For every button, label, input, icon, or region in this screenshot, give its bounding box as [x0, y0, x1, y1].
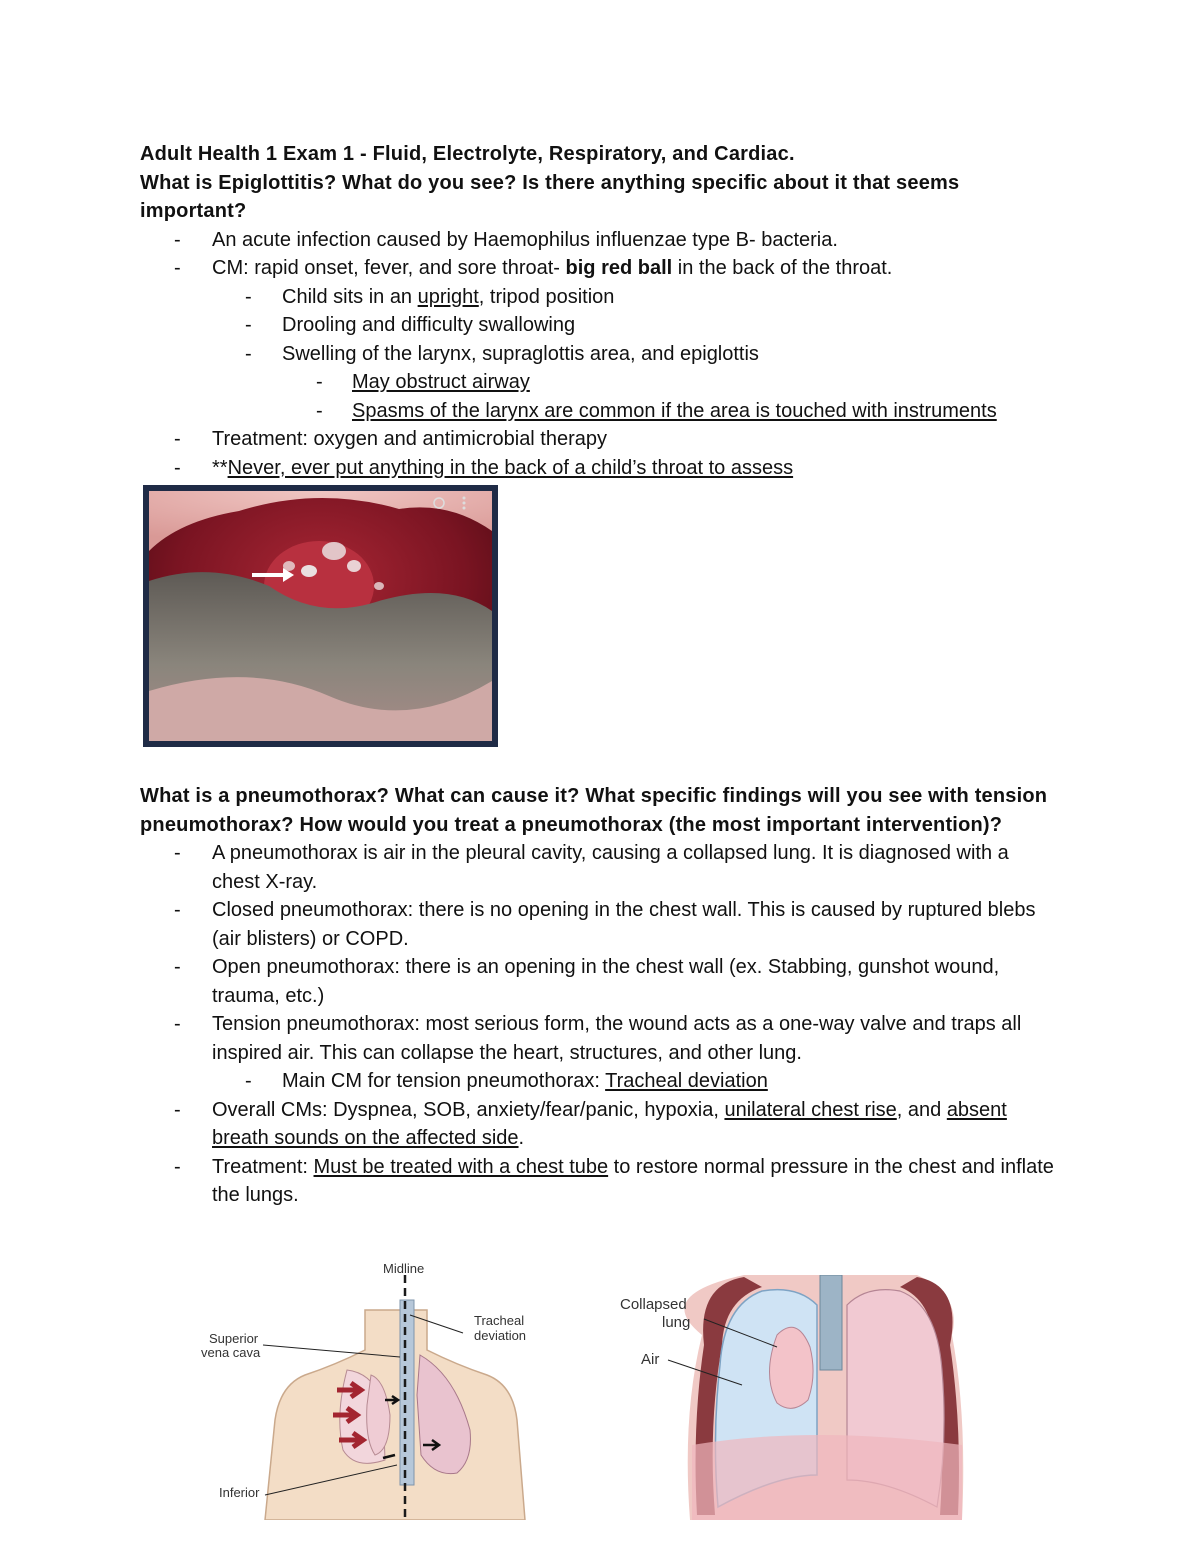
item-text: Main CM for tension pneumothorax:: [282, 1070, 606, 1092]
item-underlined-text: May obstruct airway: [352, 371, 530, 393]
bullet-dash: -: [174, 1155, 181, 1178]
list-item: [140, 254, 1060, 283]
bullet-dash: -: [316, 371, 323, 393]
item-text: Open pneumothorax: there is an opening in the chest wall (ex. Stabbing, gunshot wound, trauma, etc.): [212, 956, 1000, 1007]
list-item: [140, 425, 1060, 454]
throat-photo: [143, 485, 498, 747]
pneumothorax-question: What is a pneumothorax? What can cause it? What specific findings will you see with tension pneumothorax? How would you treat a pneumothorax (the most important intervention)?: [140, 785, 1048, 836]
item-text: Tension pneumothorax: most serious form, the wound acts as a one-way valve and traps all inspired air. This can collapse the heart, structures, and other lung.: [212, 1013, 1022, 1064]
item-text: to restore normal pressure in the chest and inflate the lungs.: [212, 1155, 1054, 1206]
document-body: [140, 140, 1060, 482]
item-text: Drooling and difficulty swallowing: [282, 314, 576, 336]
item-text: Swelling of the larynx, supraglottis area, and epiglottis: [282, 342, 759, 365]
bullet-dash: -: [174, 1013, 181, 1035]
bullet-dash: -: [174, 257, 181, 279]
list-item: [140, 397, 1060, 426]
tension-pneumothorax-diagram: [195, 1255, 565, 1520]
list-item: [140, 896, 1060, 953]
item-underlined-text: absent breath sounds on the affected side: [212, 1098, 1007, 1149]
item-text: .: [518, 1127, 525, 1149]
list-item: [140, 1010, 1060, 1067]
item-bold-text: big red ball: [565, 257, 673, 279]
svc-label: Superior: [209, 1331, 259, 1346]
collapsed-label: Collapsed: [620, 1296, 687, 1313]
item-text: , and: [896, 1098, 947, 1121]
list-item: [140, 1096, 1060, 1153]
item-text: , tripod position: [478, 285, 615, 308]
item-underlined-text: Spasms of the larynx are common if the area is touched with instruments: [352, 399, 997, 422]
list-item: [140, 1153, 1060, 1210]
item-text: in the back of the throat.: [672, 257, 893, 279]
list-item: [140, 953, 1060, 1010]
lung-label: lung: [662, 1314, 691, 1331]
pneumothorax-section: [140, 782, 1060, 1210]
list-item: [140, 283, 1060, 312]
bullet-dash: -: [174, 956, 181, 978]
item-text: Overall CMs: Dyspnea, SOB, anxiety/fear/panic, hypoxia,: [212, 1098, 725, 1121]
list-item: [140, 454, 1060, 483]
document-title: Adult Health 1 Exam 1 - Fluid, Electrolyte, Respiratory, and Cardiac.: [140, 143, 795, 165]
collapsed-lung-diagram: [612, 1275, 972, 1520]
item-underlined-text: Tracheal deviation: [605, 1070, 768, 1092]
midline-label: Midline: [383, 1261, 425, 1276]
inferior-label: Inferior: [219, 1485, 260, 1500]
item-underlined-text: unilateral chest rise: [724, 1098, 897, 1121]
air-label: Air: [641, 1351, 660, 1368]
bullet-dash: -: [174, 428, 181, 450]
bullet-dash: -: [174, 456, 181, 479]
bullet-dash: -: [174, 842, 181, 864]
list-item: [140, 368, 1060, 397]
item-text: Child sits in an: [282, 285, 418, 308]
bullet-dash: -: [245, 285, 252, 308]
list-item: [140, 311, 1060, 340]
bullet-dash: -: [174, 228, 181, 251]
item-text: **: [212, 456, 228, 479]
bullet-dash: -: [245, 342, 252, 365]
list-item: [140, 1067, 1060, 1096]
bullet-dash: -: [174, 899, 181, 921]
tracheal-label: Tracheal: [474, 1313, 525, 1328]
item-underlined-text: Must be treated with a chest tube: [313, 1155, 609, 1178]
epiglottitis-question: What is Epiglottitis? What do you see? Is there anything specific about it that seems important?: [140, 171, 960, 222]
item-text: Closed pneumothorax: there is no opening in the chest wall. This is caused by ruptured blebs (air blisters) or COPD.: [212, 899, 1036, 950]
item-text: Treatment:: [212, 1155, 314, 1178]
bullet-dash: -: [245, 1070, 252, 1092]
item-underlined-text: upright: [417, 285, 479, 308]
vena-cava-label: vena cava: [201, 1345, 261, 1360]
list-item: [140, 226, 1060, 255]
bullet-dash: -: [174, 1098, 181, 1121]
deviation-label: deviation: [474, 1328, 527, 1343]
item-text: Treatment: oxygen and antimicrobial therapy: [212, 428, 608, 450]
item-text: An acute infection caused by Haemophilus influenzae type B- bacteria.: [212, 228, 838, 251]
item-text: CM: rapid onset, fever, and sore throat-: [212, 257, 566, 279]
item-underlined-text: Never, ever put anything in the back of a child’s throat to assess: [227, 456, 794, 479]
item-text: A pneumothorax is air in the pleural cavity, causing a collapsed lung. It is diagnosed with a chest X-ray.: [212, 842, 1009, 893]
bullet-dash: -: [245, 314, 252, 336]
bullet-dash: -: [316, 399, 323, 422]
list-item: [140, 839, 1060, 896]
list-item: [140, 340, 1060, 369]
